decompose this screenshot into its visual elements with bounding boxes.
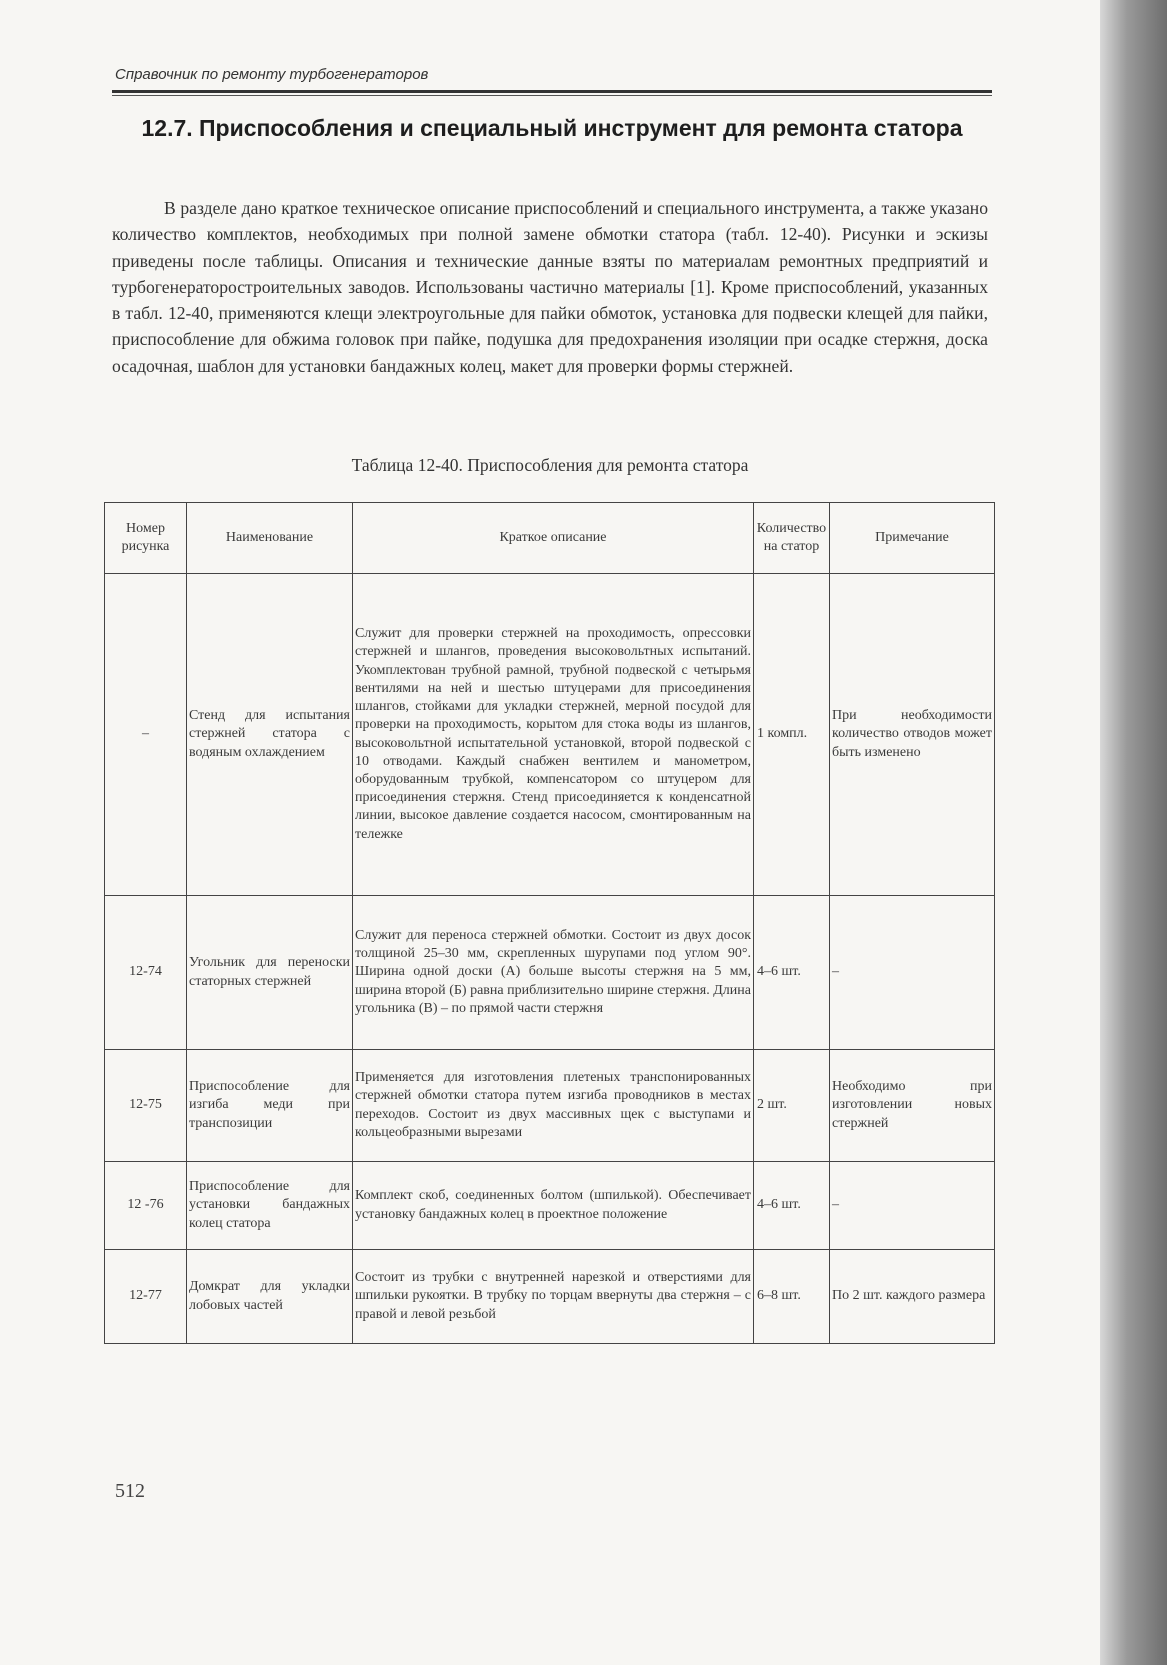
table-row xyxy=(105,1050,995,1162)
cell-quantity: 1 компл. xyxy=(754,574,830,896)
cell-note: – xyxy=(830,1162,995,1250)
cell-quantity: 4–6 шт. xyxy=(754,896,830,1050)
cell-quantity: 6–8 шт. xyxy=(754,1250,830,1344)
cell-quantity: 2 шт. xyxy=(754,1050,830,1162)
cell-description: Служит для проверки стержней на проходимость, опрессовки стержней и шлангов, проведения высоковольтных испытаний. Укомплектован трубной рамной, трубной подвеской с четырьмя вентилями на ней и шестью штуцерами для присоединения шлангов, стойками для укладки стержней, мерной посудой для проверки на проходимость, корытом для стока воды из шлангов, высоковольтной испытательной установкой, второй подвеской с 10 отводами. Каждый снабжен вентилем и манометром, оборудованным трубкой, компенсатором со штуцером для присоединения стержня. Стенд присоединяется к конденсатной линии, высокое давление создается насосом, смонтированным на тележке xyxy=(353,574,754,896)
header-quantity: Количество на статор xyxy=(754,503,830,574)
cell-name: Приспособление для установки бандажных колец статора xyxy=(187,1162,353,1250)
cell-figure-number: – xyxy=(105,574,187,896)
table-row xyxy=(105,896,995,1050)
table-row xyxy=(105,574,995,896)
table-caption: Таблица 12-40. Приспособления для ремонта статора xyxy=(351,455,749,475)
cell-description: Служит для переноса стержней обмотки. Состоит из двух досок толщиной 25–30 мм, скрепленных шурупами под углом 90°. Ширина одной доски (А) больше высоты стержня на 5 мм, ширина второй (Б) равна приблизительно ширине стержня. Длина угольника (В) – по прямой части стержня xyxy=(353,896,754,1050)
cell-note: – xyxy=(830,896,995,1050)
header-rule xyxy=(112,90,992,93)
header-note: Примечание xyxy=(830,503,995,574)
cell-name: Стенд для испытания стержней статора с водяным охлаждением xyxy=(187,574,353,896)
cell-figure-number: 12-75 xyxy=(105,1050,187,1162)
cell-description: Применяется для изготовления плетеных транспонированных стержней обмотки статора путем изгиба проводников в местах переходов. Состоит из двух массивных щек с выступами и кольцеобразными вырезами xyxy=(353,1050,754,1162)
cell-name: Домкрат для укладки лобовых частей xyxy=(187,1250,353,1344)
header-figure-number: Номер рисунка xyxy=(105,503,187,574)
table-header-row xyxy=(105,503,995,574)
cell-note: При необходимости количество отводов может быть изменено xyxy=(830,574,995,896)
cell-figure-number: 12-77 xyxy=(105,1250,187,1344)
header-rule-thin xyxy=(112,95,992,96)
page-edge-shadow xyxy=(1100,0,1167,1665)
equipment-table xyxy=(104,502,995,1344)
intro-paragraph: В разделе дано краткое техническое описание приспособлений и специального инструмента, а также указано количество комплектов, необходимых при полной замене обмотки статора (табл. 12-40). Рисунки и эскизы приведены после таблицы. Описания и технические данные взяты по материалам ремонтных предприятий и турбогенераторостроительных заводов. Использованы частично материалы [1]. Кроме приспособлений, указанных в табл. 12-40, применяются клещи электроугольные для пайки обмоток, установка для подвески клещей для пайки, приспособление для обжима головок при пайке, подушка для предохранения изоляции при осадке стержня, доска осадочная, шаблон для установки бандажных колец, макет для проверки формы стержней. xyxy=(112,198,988,376)
cell-quantity: 4–6 шт. xyxy=(754,1162,830,1250)
cell-figure-number: 12-74 xyxy=(105,896,187,1050)
cell-name: Угольник для переноски статорных стержней xyxy=(187,896,353,1050)
cell-description: Комплект скоб, соединенных болтом (шпилькой). Обеспечивает установку бандажных колец в проектное положение xyxy=(353,1162,754,1250)
table-row xyxy=(105,1162,995,1250)
cell-figure-number: 12 -76 xyxy=(105,1162,187,1250)
cell-description: Состоит из трубки с внутренней нарезкой и отверстиями для шпильки рукоятки. В трубку по торцам ввернуты два стержня – с правой и левой резьбой xyxy=(353,1250,754,1344)
header-name: Наименование xyxy=(187,503,353,574)
table-row xyxy=(105,1250,995,1344)
running-head: Справочник по ремонту турбогенераторов xyxy=(115,66,429,83)
page-number: 512 xyxy=(115,1480,145,1502)
cell-note: По 2 шт. каждого размера xyxy=(830,1250,995,1344)
section-title: 12.7. Приспособления и специальный инструмент для ремонта статора xyxy=(141,115,963,141)
cell-name: Приспособление для изгиба меди при транспозиции xyxy=(187,1050,353,1162)
header-description: Краткое описание xyxy=(353,503,754,574)
cell-note: Необходимо при изготовлении новых стержней xyxy=(830,1050,995,1162)
